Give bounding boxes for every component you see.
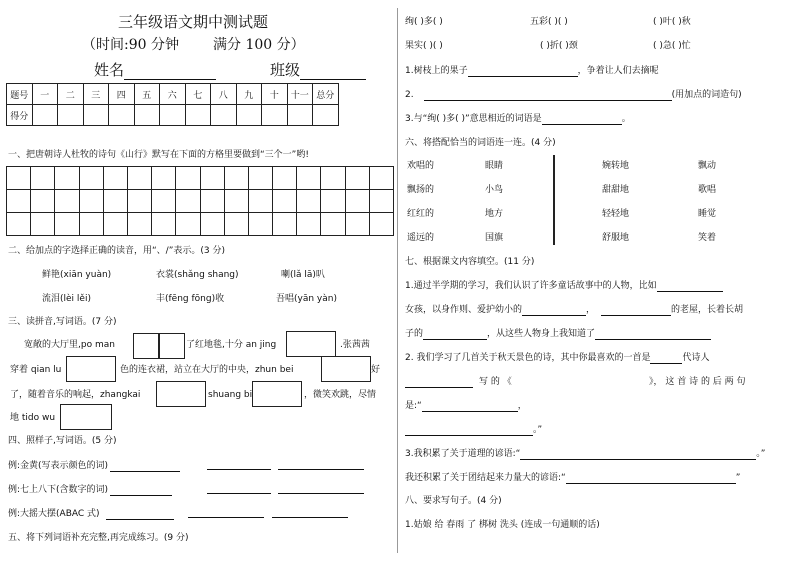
q6-prompt: 六、将搭配恰当的词语连一连。(4 分) xyxy=(405,138,556,148)
score-cell[interactable] xyxy=(160,105,186,126)
match-word[interactable]: 舒服地 xyxy=(602,233,630,243)
match-word[interactable]: 眼睛 xyxy=(485,161,504,171)
pinyin-answer-box[interactable] xyxy=(252,381,302,407)
match-word[interactable]: 飘扬的 xyxy=(407,185,435,195)
q7-text xyxy=(405,400,527,412)
poem-grid-cell[interactable] xyxy=(370,213,394,236)
q8-item: 1.姑娘 给 春雨 了 梆树 洗头 (连成一句通顺的话) xyxy=(405,520,600,530)
score-value-row xyxy=(7,105,339,126)
answer-blank[interactable] xyxy=(207,482,271,494)
q7-text-part: 》， 这 首 诗 的 后 两 句 xyxy=(649,377,746,387)
q5-word-blank[interactable]: 绚( )多( ) xyxy=(405,17,443,27)
poem-grid-cell[interactable] xyxy=(297,213,321,236)
poem-grid-cell[interactable] xyxy=(80,167,104,190)
score-header-cell: 七 xyxy=(185,84,211,105)
match-word[interactable]: 小鸟 xyxy=(485,185,504,195)
poem-grid-cell[interactable] xyxy=(128,190,152,213)
q7-text-part: ，从这些人物身上我知道了 xyxy=(487,329,596,339)
q7-text xyxy=(405,304,743,316)
poem-writing-grid[interactable] xyxy=(6,166,394,236)
score-header-cell: 八 xyxy=(211,84,237,105)
poem-grid-cell[interactable] xyxy=(273,213,297,236)
q3-text: 色的连衣裙，站立在大厅的中央，zhun bei xyxy=(120,365,294,375)
poem-grid-cell[interactable] xyxy=(31,190,55,213)
answer-blank[interactable] xyxy=(188,506,264,518)
poem-grid-cell[interactable] xyxy=(201,213,225,236)
q3-text: 了，随着音乐的响起，zhangkai xyxy=(10,390,141,400)
q3-prompt: 三、读拼音,写词语。(7 分) xyxy=(8,317,117,327)
answer-blank[interactable] xyxy=(405,376,473,388)
poem-grid-cell[interactable] xyxy=(80,213,104,236)
score-cell[interactable] xyxy=(287,105,313,126)
answer-blank[interactable] xyxy=(424,89,672,101)
name-row xyxy=(94,60,216,80)
q7-text-part: 我还积累了关于团结起来力量大的谚语:“ xyxy=(405,473,566,483)
poem-grid-cell[interactable] xyxy=(297,167,321,190)
poem-grid-cell[interactable] xyxy=(55,167,79,190)
score-cell[interactable] xyxy=(83,105,109,126)
poem-grid-cell[interactable] xyxy=(346,167,370,190)
q3-text: 好 xyxy=(371,365,381,375)
q4-example xyxy=(8,460,180,472)
poem-grid-cell[interactable] xyxy=(31,167,55,190)
answer-blank[interactable] xyxy=(422,400,518,412)
poem-grid-cell[interactable] xyxy=(7,213,31,236)
exam-time: （时间:90 分钟 xyxy=(82,37,179,53)
score-header-cell: 四 xyxy=(109,84,135,105)
score-row-label: 得分 xyxy=(7,105,33,126)
poem-grid-cell[interactable] xyxy=(225,167,249,190)
q7-text-part: 。” xyxy=(533,425,543,435)
class-blank[interactable] xyxy=(300,65,366,80)
poem-grid-cell[interactable] xyxy=(31,213,55,236)
q7-text xyxy=(405,424,542,436)
poem-grid-cell[interactable] xyxy=(321,190,345,213)
answer-blank[interactable] xyxy=(110,460,180,472)
q2-item: 喇(lǎ lā)叭 xyxy=(281,270,325,280)
q5-sentence-2 xyxy=(405,89,742,101)
score-cell[interactable] xyxy=(236,105,262,126)
answer-blank[interactable] xyxy=(272,506,348,518)
q7-text xyxy=(405,352,709,364)
poem-grid-cell[interactable] xyxy=(273,167,297,190)
q5-word-blank[interactable]: 果实( )( ) xyxy=(405,41,443,51)
score-header-cell: 五 xyxy=(134,84,160,105)
class-label: 班级 xyxy=(270,61,301,79)
q1-prompt: 一、把唐朝诗人杜牧的诗句《山行》默写在下面的方格里要做到“三个一”哟! xyxy=(8,150,309,160)
poem-grid-cell[interactable] xyxy=(249,190,273,213)
answer-blank[interactable] xyxy=(522,304,586,316)
q7-text-part: ， xyxy=(517,401,527,411)
q4-example xyxy=(8,508,174,520)
q7-text xyxy=(405,472,740,484)
poem-grid-cell[interactable] xyxy=(128,213,152,236)
q2-item: 鲜艳(xiān yuàn) xyxy=(42,270,112,280)
q4-example-text: 例:金黄(写表示颜色的词) xyxy=(8,461,109,471)
score-header-cell: 题号 xyxy=(7,84,33,105)
pinyin-answer-box[interactable] xyxy=(156,381,206,407)
poem-grid-cell[interactable] xyxy=(297,190,321,213)
q7-prompt: 七、根据课文内容填空。(11 分) xyxy=(405,257,535,267)
score-header-cell: 一 xyxy=(32,84,58,105)
score-header-cell: 总分 xyxy=(313,84,339,105)
match-word[interactable]: 地方 xyxy=(485,209,504,219)
q7-text-part: 子的 xyxy=(405,329,424,339)
q7-text-part: ” xyxy=(735,473,741,483)
poem-grid-cell[interactable] xyxy=(104,190,128,213)
match-word[interactable]: 笑着 xyxy=(698,233,717,243)
q2-item: 吾唱(yān yàn) xyxy=(276,294,337,304)
score-header-cell: 九 xyxy=(236,84,262,105)
q5-sentence-text: 1.树枝上的果子 xyxy=(405,66,468,76)
q4-example xyxy=(8,484,172,496)
q7-text-part: 1.通过半学期的学习，我们认识了许多童话故事中的人物，比如 xyxy=(405,281,657,291)
q5-word-blank[interactable]: ( )叶( )秋 xyxy=(653,17,691,27)
poem-grid-cell[interactable] xyxy=(176,190,200,213)
answer-blank[interactable] xyxy=(468,65,578,77)
pinyin-answer-box[interactable] xyxy=(60,404,112,430)
answer-blank[interactable] xyxy=(566,472,736,484)
poem-grid-cell[interactable] xyxy=(104,167,128,190)
q3-text: 宽敞的大厅里,po man xyxy=(24,340,115,350)
poem-grid-cell[interactable] xyxy=(104,213,128,236)
score-header-cell: 三 xyxy=(83,84,109,105)
poem-grid-cell[interactable] xyxy=(201,190,225,213)
q5-word-blank[interactable]: ( )折( )颈 xyxy=(540,41,578,51)
q7-text xyxy=(405,448,765,460)
poem-grid-cell[interactable] xyxy=(7,190,31,213)
class-row xyxy=(270,60,366,80)
poem-grid-cell[interactable] xyxy=(152,167,176,190)
poem-grid-cell[interactable] xyxy=(370,190,394,213)
q7-text xyxy=(405,328,711,340)
poem-grid-cell[interactable] xyxy=(321,167,345,190)
score-cell[interactable] xyxy=(58,105,84,126)
poem-grid-cell[interactable] xyxy=(249,167,273,190)
q5-sentence-text: 3.与“绚( )多( )”意思相近的词语是 xyxy=(405,114,542,124)
answer-blank[interactable] xyxy=(520,448,756,460)
q7-text-part: ， xyxy=(586,305,596,315)
pinyin-answer-box[interactable] xyxy=(133,333,159,359)
q5-sentence-1 xyxy=(405,65,659,77)
score-header-cell: 二 xyxy=(58,84,84,105)
q7-text xyxy=(405,280,723,292)
q5-sentence-3 xyxy=(405,113,631,125)
q4-example-text: 例:七上八下(含数字的词) xyxy=(8,485,109,495)
q2-item: 衣裳(shǎng shang) xyxy=(156,270,239,280)
score-header-cell: 十 xyxy=(262,84,288,105)
poem-grid-cell[interactable] xyxy=(346,213,370,236)
poem-grid-cell[interactable] xyxy=(128,167,152,190)
pinyin-answer-box[interactable] xyxy=(286,331,336,357)
q3-text: shuang bi xyxy=(208,390,253,400)
score-cell[interactable] xyxy=(262,105,288,126)
score-cell[interactable] xyxy=(211,105,237,126)
match-word[interactable]: 红红的 xyxy=(407,209,435,219)
score-cell[interactable] xyxy=(109,105,135,126)
match-word[interactable]: 甜甜地 xyxy=(602,185,630,195)
answer-blank[interactable] xyxy=(207,458,271,470)
score-cell[interactable] xyxy=(185,105,211,126)
match-word[interactable]: 轻轻地 xyxy=(602,209,630,219)
name-label: 姓名 xyxy=(94,61,125,79)
q7-text-part: 3.我积累了关于道理的谚语:“ xyxy=(405,449,521,459)
q5-sentence-text: (用加点的词造句) xyxy=(671,90,742,100)
match-divider xyxy=(553,155,555,245)
q5-sentence-text: ，争着让人们去摘呢 xyxy=(577,66,659,76)
match-word[interactable]: 婉转地 xyxy=(602,161,630,171)
q8-prompt: 八、要求写句子。(4 分) xyxy=(405,496,502,506)
q3-text: 了红地毯,十分 an jing xyxy=(186,340,277,350)
poem-grid-cell[interactable] xyxy=(55,190,79,213)
q7-text-part: 代诗人 xyxy=(682,353,710,363)
answer-blank[interactable] xyxy=(423,328,487,340)
pinyin-answer-box[interactable] xyxy=(159,333,185,359)
q2-prompt: 二、给加点的字选择正确的读音，用“、/”表示。(3 分) xyxy=(8,246,225,256)
poem-grid-cell[interactable] xyxy=(249,213,273,236)
answer-blank[interactable] xyxy=(106,508,174,520)
score-header-row xyxy=(7,84,339,105)
score-cell[interactable] xyxy=(313,105,339,126)
q3-text: ，微笑欢跳，尽情 xyxy=(304,390,377,400)
q7-text xyxy=(405,376,512,388)
exam-title: 三年级语文期中测试题 xyxy=(118,13,269,31)
poem-grid-cell[interactable] xyxy=(152,190,176,213)
q7-text-part: 2. 我们学习了几首关于秋天景色的诗，其中你最喜欢的一首是 xyxy=(405,353,651,363)
poem-grid-cell[interactable] xyxy=(152,213,176,236)
q5-sentence-text: 。 xyxy=(621,114,631,124)
answer-blank[interactable] xyxy=(542,113,622,125)
poem-grid-cell[interactable] xyxy=(176,167,200,190)
q2-item: 丰(fēng fōng)收 xyxy=(156,294,225,304)
poem-grid-cell[interactable] xyxy=(346,190,370,213)
answer-blank[interactable] xyxy=(405,424,533,436)
answer-blank[interactable] xyxy=(650,352,682,364)
match-word[interactable]: 睡觉 xyxy=(698,209,717,219)
q3-text: 穿着 qian lu xyxy=(10,365,62,375)
poem-grid-cell[interactable] xyxy=(321,213,345,236)
pinyin-answer-box[interactable] xyxy=(321,356,371,382)
match-word[interactable]: 遥远的 xyxy=(407,233,435,243)
q7-text-part: 是:“ xyxy=(405,401,422,411)
poem-grid-cell[interactable] xyxy=(7,167,31,190)
column-divider xyxy=(397,8,398,553)
answer-blank[interactable] xyxy=(601,304,671,316)
q3-text: .张茜茜 xyxy=(340,340,370,350)
name-blank[interactable] xyxy=(124,65,216,80)
q2-item: 流泪(lèi lěi) xyxy=(42,294,91,304)
q5-word-blank[interactable]: ( )急( )忙 xyxy=(653,41,691,51)
score-header-cell: 六 xyxy=(160,84,186,105)
match-word[interactable]: 国旗 xyxy=(485,233,504,243)
score-header-cell: 十一 xyxy=(287,84,313,105)
q7-text-part: 写 的 《 xyxy=(479,377,512,387)
exam-full-score: 满分 100 分） xyxy=(213,37,305,53)
poem-grid-cell[interactable] xyxy=(55,213,79,236)
pinyin-answer-box[interactable] xyxy=(66,356,116,382)
match-word[interactable]: 飘动 xyxy=(698,161,717,171)
answer-blank[interactable] xyxy=(110,484,172,496)
answer-blank[interactable] xyxy=(278,458,364,470)
poem-grid-cell[interactable] xyxy=(225,190,249,213)
poem-grid-cell[interactable] xyxy=(80,190,104,213)
score-cell[interactable] xyxy=(134,105,160,126)
q3-text: 地 tido wu xyxy=(10,413,56,423)
q7-text-part: 女孩，以身作则、爱护幼小的 xyxy=(405,305,523,315)
score-table xyxy=(6,83,339,126)
answer-blank[interactable] xyxy=(595,328,711,340)
q4-example-text: 例:大摇大摆(ABAC 式) xyxy=(8,509,100,519)
q4-prompt: 四、照样子,写词语。(5 分) xyxy=(8,436,117,446)
match-word[interactable]: 歌唱 xyxy=(698,185,717,195)
match-word[interactable]: 欢唱的 xyxy=(407,161,435,171)
answer-blank[interactable] xyxy=(278,482,364,494)
q7-text-part: 。” xyxy=(756,449,766,459)
poem-grid-cell[interactable] xyxy=(225,213,249,236)
poem-grid-cell[interactable] xyxy=(273,190,297,213)
poem-grid-cell[interactable] xyxy=(370,167,394,190)
q5-prompt: 五、将下列词语补充完整,再完成练习。(9 分) xyxy=(8,533,189,543)
poem-grid-cell[interactable] xyxy=(176,213,200,236)
score-cell[interactable] xyxy=(32,105,58,126)
q5-sentence-text: 2. xyxy=(405,90,414,100)
q5-word-blank[interactable]: 五彩( )( ) xyxy=(530,17,568,27)
poem-grid-cell[interactable] xyxy=(201,167,225,190)
q7-text-part: 的老屋，长着长胡 xyxy=(671,305,744,315)
answer-blank[interactable] xyxy=(657,280,723,292)
